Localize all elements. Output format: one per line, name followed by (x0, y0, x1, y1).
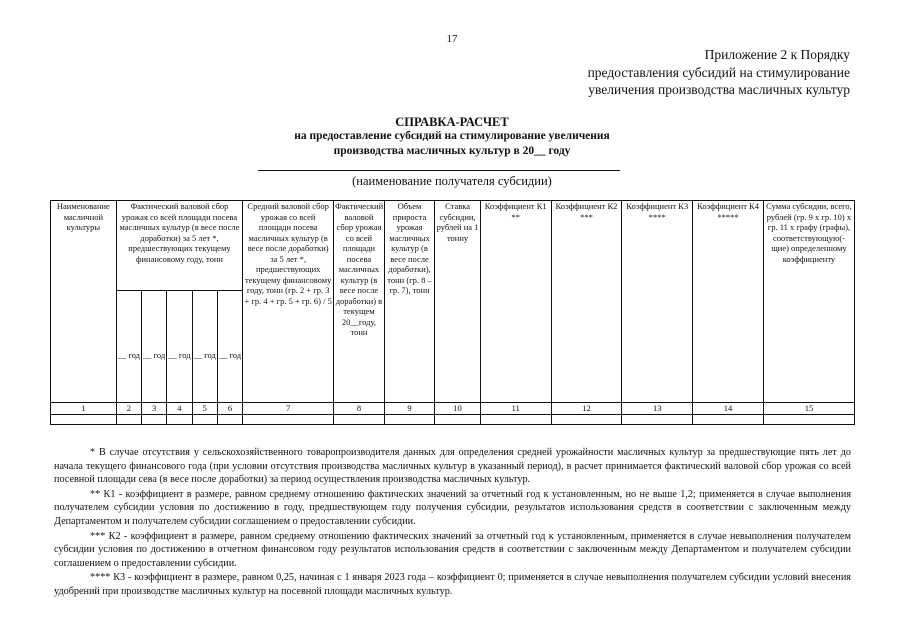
empty-cell (384, 414, 435, 424)
column-number: 1 (51, 403, 117, 415)
column-number: 7 (243, 403, 334, 415)
empty-cell (192, 414, 217, 424)
column-number: 12 (551, 403, 622, 415)
empty-cell (334, 414, 385, 424)
header-actual-harvest-5y: Фактический валовой сбор урожая со всей площади посева масличных культур (в весе после доработки) за 5 лет *, предшествующих текущему финансовому году, тонн (116, 201, 242, 291)
column-number: 15 (763, 403, 854, 415)
column-number: 6 (217, 403, 242, 415)
column-number: 2 (116, 403, 141, 415)
header-year-2: __ год (142, 291, 167, 403)
header-year-1: __ год (116, 291, 141, 403)
footnote-2: ** К1 - коэффициент в размере, равном среднему отношению фактических значений за отчетный год к установленным, но не выше 1,2; применяется в случае выполнения получателем субсидии условия по достижению в году, предшествующем году получения субсидии, результатов использования средств в соответствии с заключенным между Департаментом и получателем субсидии соглашением о предоставлении субсидии. (54, 488, 851, 527)
empty-data-row (51, 414, 855, 424)
empty-cell (167, 414, 192, 424)
header-coefficient-k3: Коэффициент К3 **** (622, 201, 693, 403)
column-number: 14 (693, 403, 764, 415)
appendix-line-1: Приложение 2 к Порядку (704, 47, 850, 62)
column-number: 11 (480, 403, 551, 415)
appendix-line-2: предоставления субсидий на стимулирование (587, 64, 850, 80)
page-number: 17 (446, 33, 458, 45)
empty-cell (622, 414, 693, 424)
column-number: 3 (142, 403, 167, 415)
header-year-5: __ год (217, 291, 242, 403)
column-number: 4 (167, 403, 192, 415)
header-subsidy-total: Сумма субсидии, всего, рублей (гр. 9 х гр. 10) х гр. 11 х графу (графы), соответствующую(-щие) определенному коэффициенту (763, 201, 854, 403)
column-number: 5 (192, 403, 217, 415)
document-subtitle-2: производства масличных культур в 20__ году (333, 145, 571, 157)
header-subsidy-rate: Ставка субсидии, рублей на 1 тонну (435, 201, 481, 403)
footnotes (54, 446, 851, 600)
header-coefficient-k2: Коэффициент К2 *** (551, 201, 622, 403)
column-number: 9 (384, 403, 435, 415)
header-average-harvest: Средний валовой сбор урожая со всей площади посева масличных культур (в весе после доработки) за 5 лет *, предшествующих текущему финансовому году, тонн (гр. 2 + гр. 3 + гр. 4 + гр. 5 + гр. 6) / 5 (243, 201, 334, 403)
empty-cell (763, 414, 854, 424)
calculation-table-wrapper (50, 200, 855, 425)
header-culture-name: Наименование масличной культуры (51, 201, 117, 403)
appendix-line-3: увеличения производства масличных культур (588, 82, 850, 97)
empty-cell (435, 414, 481, 424)
column-number: 8 (334, 403, 385, 415)
column-number: 10 (435, 403, 481, 415)
column-number: 13 (622, 403, 693, 415)
header-coefficient-k1: Коэффициент К1 ** (480, 201, 551, 403)
header-current-harvest: Фактический валовой сбор урожая со всей площади посева масличных культур (в весе после доработки) в текущем 20__году, тонн (334, 201, 385, 403)
footnote-3: *** К2 - коэффициент в размере, равном среднему отношению фактических значений за отчетный год к установленным, применяется в случае невыполнения получателем субсидии условия по достижению в отчетном финансовом году результатов использования средств в соответствии с заключенным между Департаментом и получателем субсидии соглашением о предоставлении субсидии. (54, 530, 851, 569)
recipient-fill-line (258, 170, 620, 171)
footnote-4: **** К3 - коэффициент в размере, равном 0,25, начиная с 1 января 2023 года – коэффициент 0; применяется в случае невыполнения получателем субсидии условий внесения удобрений при производстве масличных культур на посевной площади масличных культур. (54, 572, 851, 597)
header-year-3: __ год (167, 291, 192, 403)
document-title: СПРАВКА-РАСЧЕТ (395, 115, 509, 129)
empty-cell (142, 414, 167, 424)
empty-cell (693, 414, 764, 424)
calculation-table (50, 200, 855, 425)
column-numbers-row (51, 403, 855, 415)
empty-cell (217, 414, 242, 424)
header-harvest-growth: Объем прироста урожая масличных культур (в весе после доработки), тонн (гр. 8 – гр. 7), тонн (384, 201, 435, 403)
document-subtitle-1: на предоставление субсидий на стимулирование увеличения (294, 130, 610, 142)
empty-cell (51, 414, 117, 424)
empty-cell (480, 414, 551, 424)
footnote-1: * В случае отсутствия у сельскохозяйственного товаропроизводителя данных для определения средней урожайности масличных культур за предшествующие пять лет до начала текущего финансового года (при условии отсутствия производства масличных культур в указанный период), в расчет принимается фактический валовой сбор урожая со всей посевной площади сева (в весе после доработки) за период осуществления производства масличных культур. (54, 447, 851, 486)
header-year-4: __ год (192, 291, 217, 403)
empty-cell (116, 414, 141, 424)
empty-cell (551, 414, 622, 424)
header-coefficient-k4: Коэффициент К4 ***** (693, 201, 764, 403)
appendix-reference (588, 46, 850, 99)
empty-cell (243, 414, 334, 424)
recipient-caption: (наименование получателя субсидии) (352, 174, 552, 188)
